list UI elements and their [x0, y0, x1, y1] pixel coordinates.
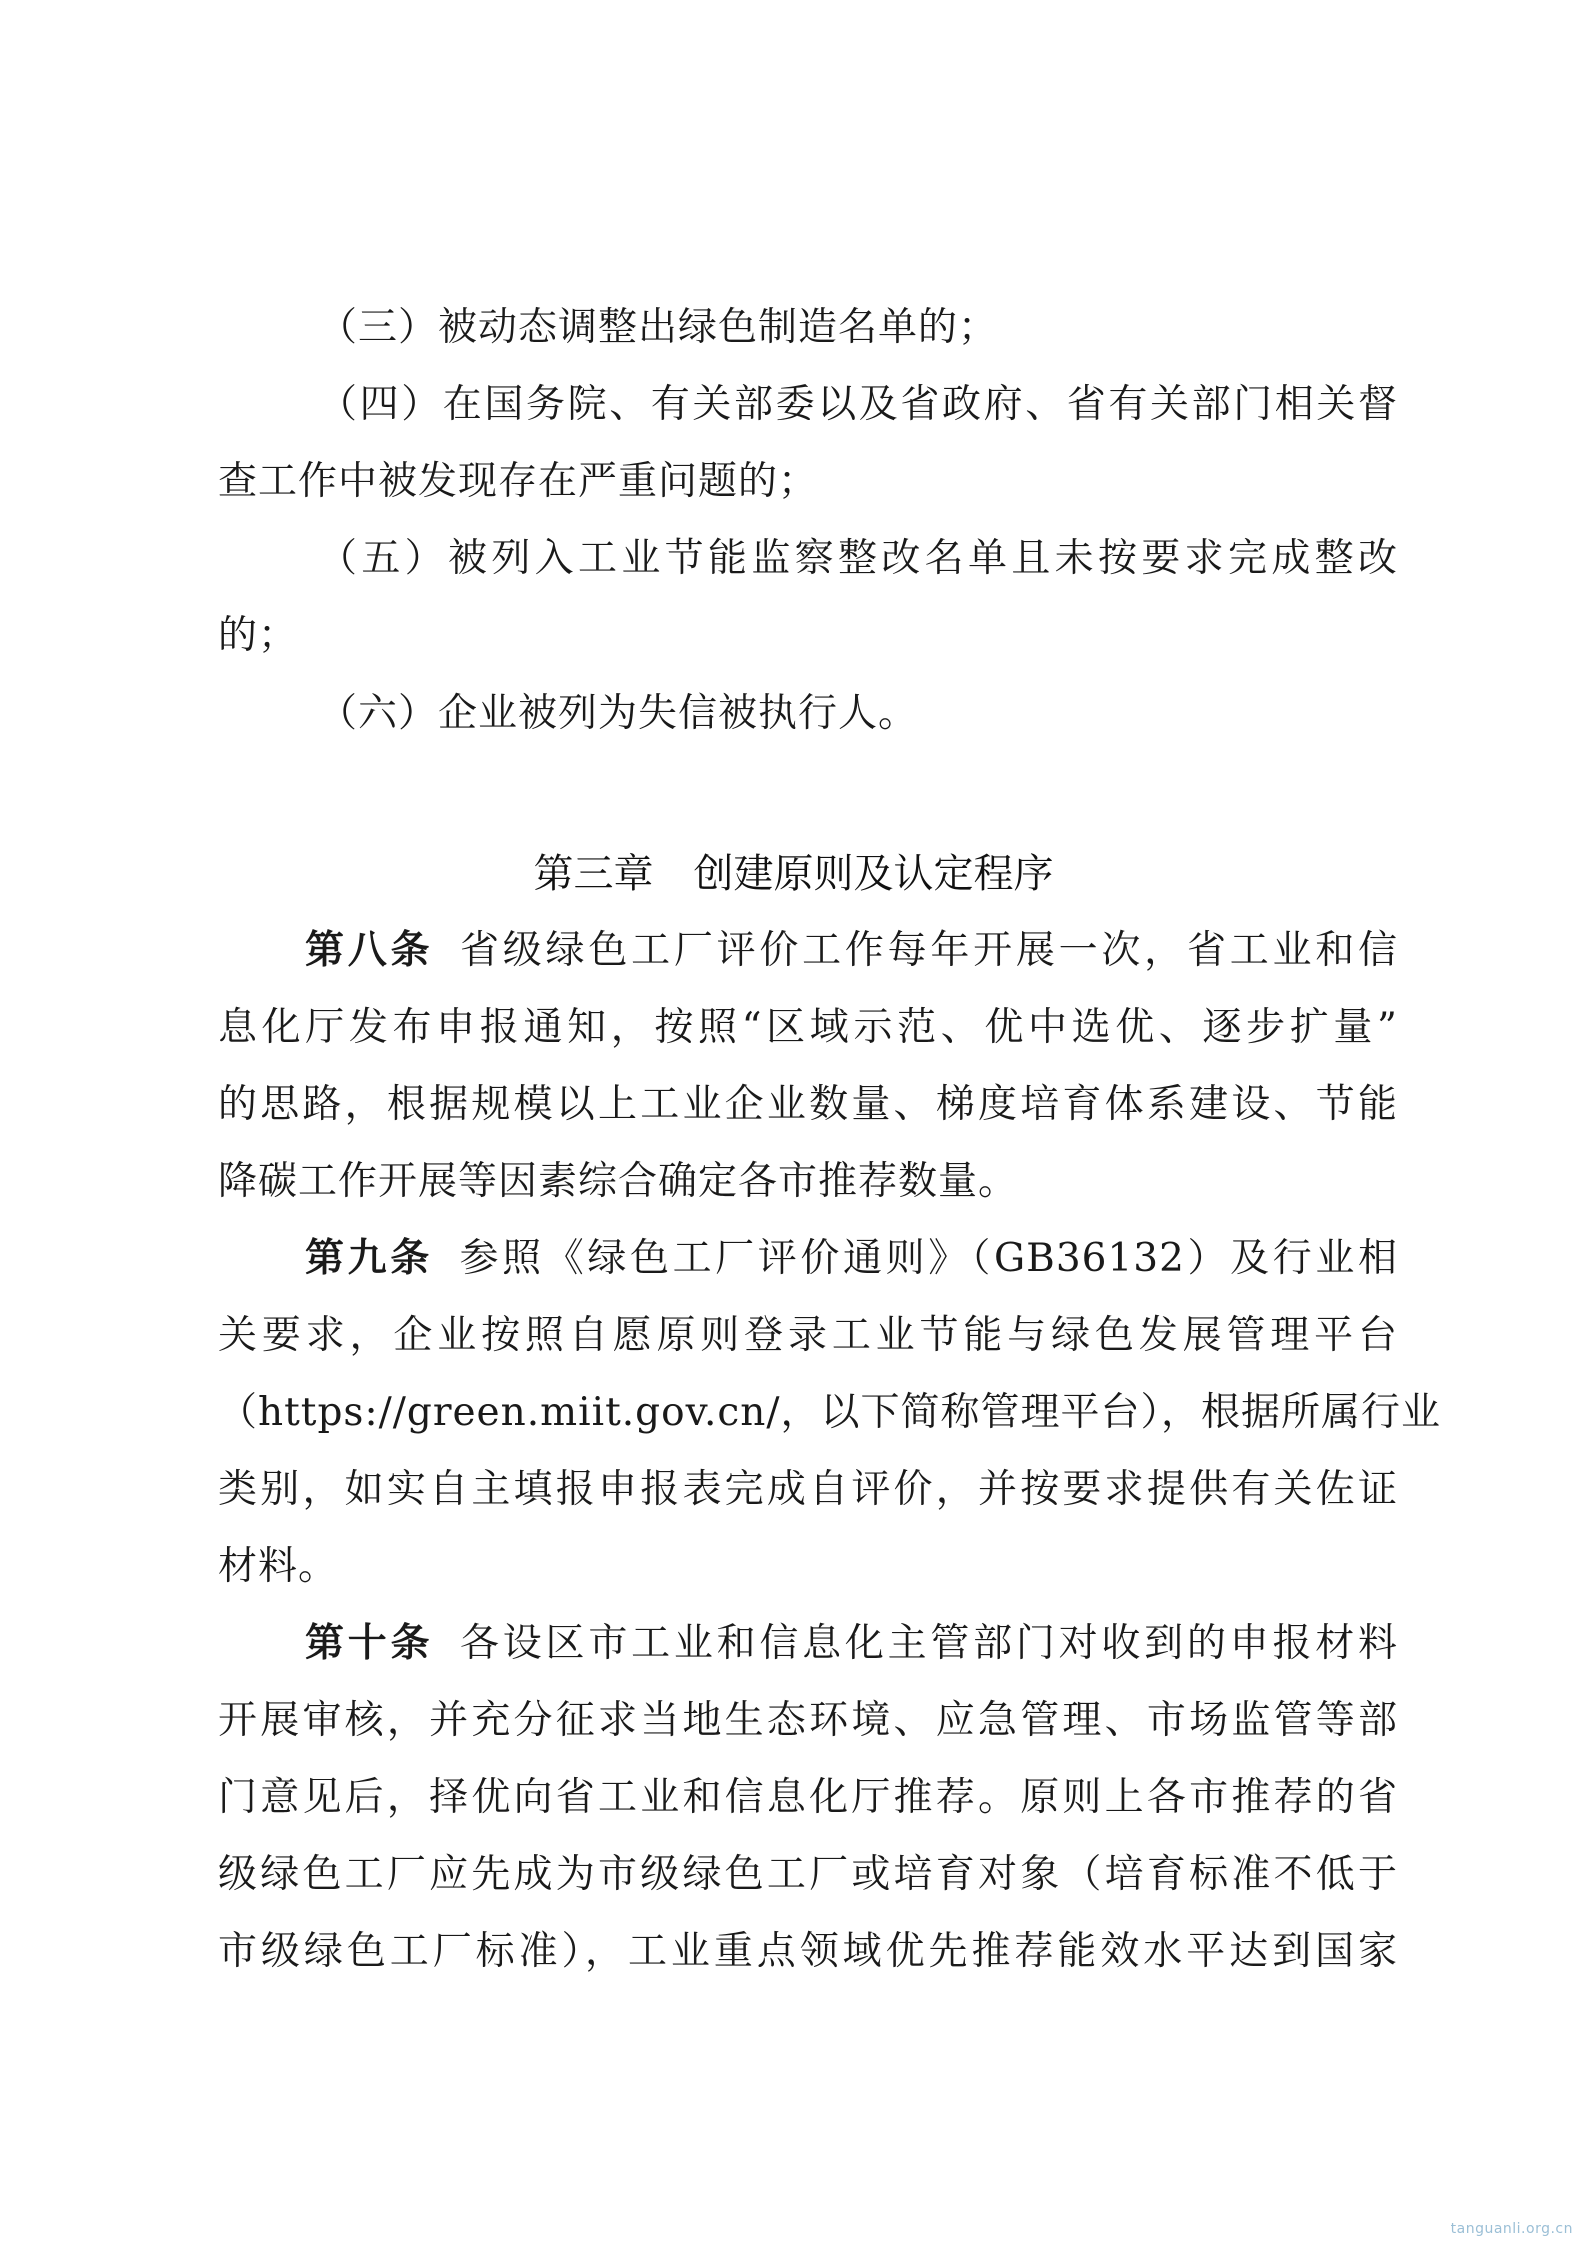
- article-10-line2: 开展审核，并充分征求当地生态环境、应急管理、市场监管等部: [218, 1698, 1398, 1743]
- article-10-line1: [305, 1618, 1398, 1670]
- article-9-line5: 材料。: [218, 1544, 339, 1589]
- watermark: tanguanli.org.cn: [1450, 2221, 1573, 2237]
- list-item-3: （三）被动态调整出绿色制造名单的；: [318, 305, 999, 350]
- article-10-label: 第十条: [305, 1621, 434, 1666]
- article-8-line1: [305, 925, 1398, 977]
- article-8-text-1: 省级绿色工厂评价工作每年开展一次，省工业和信: [457, 928, 1398, 973]
- article-9-line1: [305, 1233, 1398, 1285]
- article-10-line4: 级绿色工厂应先成为市级绿色工厂或培育对象（培育标准不低于: [218, 1852, 1398, 1897]
- article-10-line5: 市级绿色工厂标准），工业重点领域优先推荐能效水平达到国家: [218, 1929, 1398, 1974]
- list-item-4-line2: 查工作中被发现存在严重问题的；: [218, 459, 819, 504]
- list-item-4-line1: （四）在国务院、有关部委以及省政府、省有关部门相关督: [318, 382, 1398, 427]
- article-9-line2: 关要求，企业按照自愿原则登录工业节能与绿色发展管理平台: [218, 1313, 1398, 1358]
- article-8-line4: 降碳工作开展等因素综合确定各市推荐数量。: [218, 1159, 1019, 1204]
- article-9-text-1: 参照《绿色工厂评价通则》（GB36132）及行业相: [456, 1236, 1398, 1281]
- article-8-label: 第八条: [305, 928, 434, 973]
- article-8-line3: 的思路，根据规模以上工业企业数量、梯度培育体系建设、节能: [218, 1082, 1398, 1127]
- article-10-line3: 门意见后，择优向省工业和信息化厅推荐。原则上各市推荐的省: [218, 1775, 1398, 1820]
- chapter-heading: 第三章 创建原则及认定程序: [533, 851, 1054, 897]
- list-item-5-line1: （五）被列入工业节能监察整改名单且未按要求完成整改: [318, 536, 1398, 581]
- article-10-text-1: 各设区市工业和信息化主管部门对收到的申报材料: [457, 1621, 1398, 1666]
- list-item-6: （六）企业被列为失信被执行人。: [318, 691, 919, 736]
- article-9-line4: 类别，如实自主填报申报表完成自评价，并按要求提供有关佐证: [218, 1467, 1398, 1512]
- article-9-line3: （https://green.miit.gov.cn/，以下简称管理平台），根据所属行业: [218, 1390, 1441, 1435]
- list-item-5-line2: 的；: [218, 613, 299, 658]
- article-9-label: 第九条: [305, 1236, 433, 1281]
- article-8-line2: 息化厅发布申报通知，按照“区域示范、优中选优、逐步扩量”: [218, 1005, 1398, 1050]
